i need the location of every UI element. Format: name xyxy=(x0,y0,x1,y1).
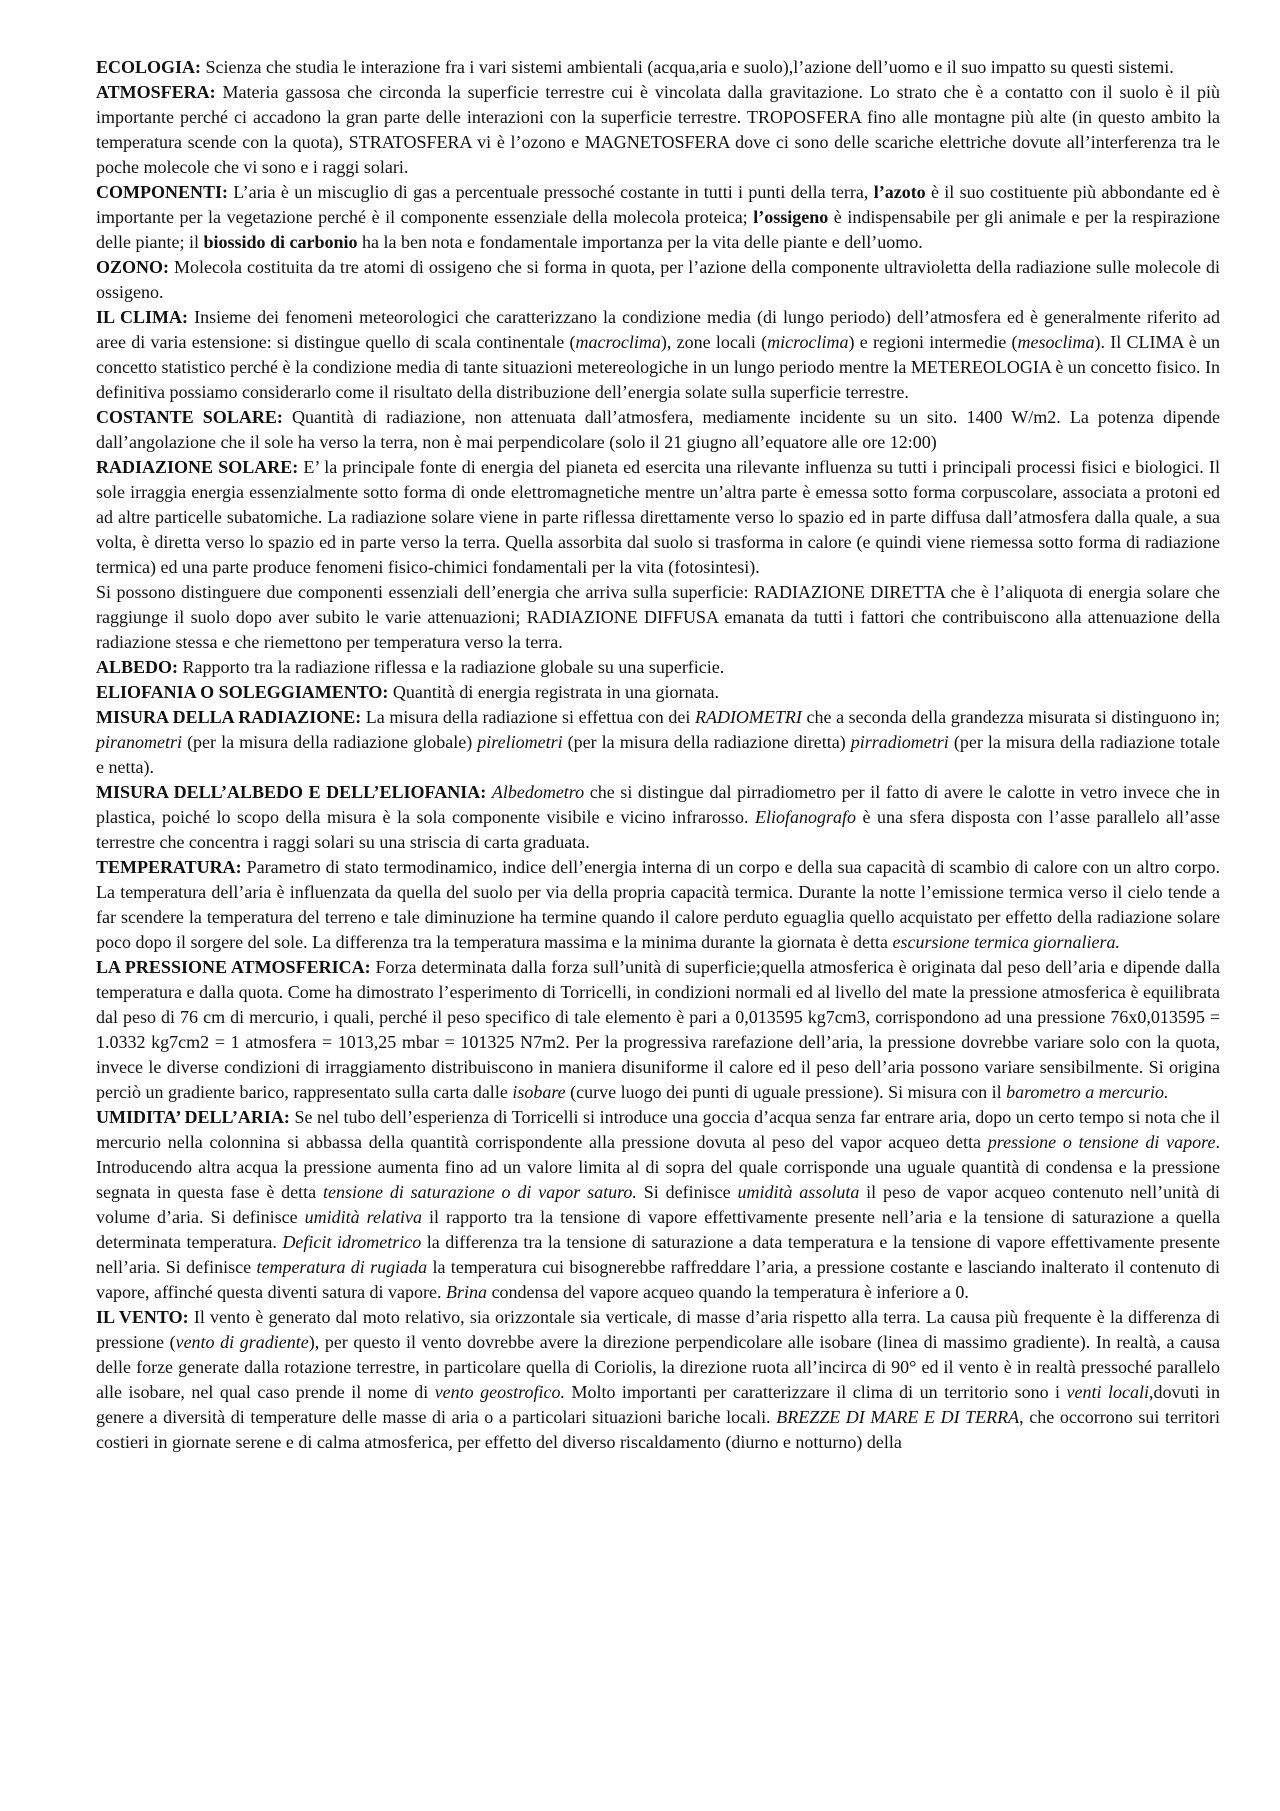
text-run: (per la misura della radiazione globale) xyxy=(182,732,478,752)
text-run: Il vento è generato dal moto relativo, sia orizzontale sia verticale, di masse d’aria rispetto alla terra. La causa più frequente è la differenza di pressione ( xyxy=(96,1307,1221,1352)
text-run: la temperatura cui bisognerebbe raffreddare l’aria, a pressione costante e lasciando inalterato il contenuto di vapore, affinché questa diventi satura di vapore. xyxy=(96,1257,1220,1302)
section-heading: RADIAZIONE SOLARE: xyxy=(96,457,299,477)
text-run: Si definisce xyxy=(636,1182,738,1202)
section-heading: COSTANTE SOLARE: xyxy=(96,407,283,427)
text-run: . Introducendo altra acqua la pressione aumenta fino ad un valore limita al di sopra del quale corrisponde una uguale quantità di condensa e la pressione segnata in questa fase è detta xyxy=(96,1132,1220,1202)
text-run: ,dovuti in genere a diversità di temperature delle masse di aria o a particolari situazioni bariche locali. xyxy=(96,1382,1220,1427)
section-heading: OZONO: xyxy=(96,257,170,277)
text-run: (per la misura della radiazione diretta) xyxy=(562,732,851,752)
section-heading: ELIOFANIA O SOLEGGIAMENTO: xyxy=(96,682,389,702)
paragraph xyxy=(96,80,1220,180)
italic-term: umidità assoluta xyxy=(737,1182,860,1202)
text-run: è il suo costituente più abbondante ed è importante per la vegetazione perché è il componente essenziale della molecola proteica; xyxy=(96,182,1220,227)
italic-term: microclima xyxy=(767,332,849,352)
text-run: Parametro di stato termodinamico, indice dell’energia interna di un corpo e della sua capacità di scambio di calore con un altro corpo. La temperatura dell’aria è influenzata da quella del suolo per via della propria capacità termica. Durante la notte l’emissione termica verso il cielo tende a far scendere la temperatura del terreno e tale diminuzione ha termine quando il calore perduto eguaglia quello acquistato per effetto della radiazione solare poco dopo il sorgere del sole. La differenza tra la temperatura massima e la minima durante la giornata è detta xyxy=(96,857,1220,952)
text-run: Scienza che studia le interazione fra i vari sistemi ambientali (acqua,aria e suolo),l’azione dell’uomo e il suo impatto su questi sistemi. xyxy=(201,57,1174,77)
section-heading: IL CLIMA: xyxy=(96,307,189,327)
italic-term: tensione di saturazione o di vapor saturo. xyxy=(323,1182,637,1202)
bold-term: biossido di carbonio xyxy=(203,232,358,252)
paragraph xyxy=(96,305,1220,405)
text-run: è indispensabile per gli animale e per la respirazione delle piante; il xyxy=(96,207,1220,252)
italic-term: venti locali xyxy=(1066,1382,1149,1402)
section-heading: ATMOSFERA: xyxy=(96,82,216,102)
italic-term: escursione termica giornaliera. xyxy=(892,932,1121,952)
text-run: Se nel tubo dell’esperienza di Torricelli si introduce una goccia d’acqua senza far entrare aria, dopo un certo tempo si nota che il mercurio nella colonnina si abbassa della quantità corrispondente alla pressione dovuta al peso del vapor acqueo detta xyxy=(96,1107,1220,1152)
text-run: Si possono distinguere due componenti essenziali dell’energia che arriva sulla superficie: RADIAZIONE DIRETTA che è l’aliquota di energia solare che raggiunge il suolo dopo aver subito le varie attenuazioni; RADIAZIONE DIFFUSA emanata da tutti i fattori che contribuiscono alla attenuazione della radiazione stessa e che riemettono per temperatura verso la terra. xyxy=(96,582,1220,652)
italic-term: Deficit idrometrico xyxy=(282,1232,422,1252)
italic-term: pirradiometri xyxy=(850,732,949,752)
italic-term: RADIOMETRI xyxy=(694,707,802,727)
section-heading: LA PRESSIONE ATMOSFERICA: xyxy=(96,957,371,977)
section-heading: UMIDITA’ DELL’ARIA: xyxy=(96,1107,290,1127)
paragraph xyxy=(96,180,1220,255)
text-run: Quantità di radiazione, non attenuata dall’atmosfera, mediamente incidente su un sito. 1400 W/m2. La potenza dipende dall’angolazione che il sole ha verso la terra, non è mai perpendicolare (solo il 21 giugno all’equatore alle ore 12:00) xyxy=(96,407,1220,452)
text-run: Molto importanti per caratterizzare il clima di un territorio sono i xyxy=(564,1382,1067,1402)
text-run: la differenza tra la tensione di saturazione a data temperatura e la tensione di vapore effettivamente presente nell’aria. Si definisce xyxy=(96,1232,1220,1277)
italic-term: Eliofanografo xyxy=(755,807,857,827)
text-run: L’aria è un miscuglio di gas a percentuale pressoché costante in tutti i punti della terra, xyxy=(228,182,874,202)
paragraph xyxy=(96,405,1220,455)
paragraph xyxy=(96,455,1220,580)
text-run: ha la ben nota e fondamentale importanza per la vita delle piante e dell’uomo. xyxy=(357,232,923,252)
italic-term: vento geostrofico. xyxy=(434,1382,565,1402)
italic-term: pireliometri xyxy=(477,732,563,752)
section-heading: ALBEDO: xyxy=(96,657,179,677)
text-run: Quantità di energia registrata in una giornata. xyxy=(388,682,719,702)
paragraph xyxy=(96,705,1220,780)
italic-term: isobare xyxy=(512,1082,566,1102)
text-run: La misura della radiazione si effettua con dei xyxy=(361,707,695,727)
italic-term: piranometri xyxy=(96,732,183,752)
text-run: , che occorrono sui territori costieri in giornate serene e di calma atmosferica, per effetto del diverso riscaldamento (diurno e notturno) della xyxy=(96,1407,1220,1452)
bold-term: l’azoto xyxy=(873,182,926,202)
text-run: Rapporto tra la radiazione riflessa e la radiazione globale su una superficie. xyxy=(178,657,725,677)
text-run: che a seconda della grandezza misurata si distinguono in; xyxy=(801,707,1221,727)
paragraph xyxy=(96,580,1220,655)
text-run: ). Il CLIMA è un concetto statistico perché è la condizione media di tante situazioni metereologiche in un lungo periodo mentre la METEREOLOGIA è un concetto fisico. In definitiva possiamo considerarlo come il risultato della distribuzione dell’energia solate sulla superficie terrestre. xyxy=(96,332,1221,402)
text-run: Insieme dei fenomeni meteorologici che caratterizzano la condizione media (di lungo periodo) dell’atmosfera ed è generalmente riferito ad aree di varia estensione: si distingue quello di scala continentale ( xyxy=(96,307,1221,352)
text-run: (curve luogo dei punti di uguale pressione). Si misura con il xyxy=(565,1082,1007,1102)
italic-term: barometro a mercurio. xyxy=(1006,1082,1169,1102)
text-run: il rapporto tra la tensione di vapore effettivamente presente nell’aria e la tensione di saturazione a quella determinata temperatura. xyxy=(96,1207,1220,1252)
text-run: che si distingue dal pirradiometro per il fatto di avere le calotte in vetro invece che in plastica, poiché lo scopo della misura è la sola componente visibile e vicino infrarosso. xyxy=(96,782,1221,827)
paragraph xyxy=(96,55,1220,80)
paragraph xyxy=(96,1305,1220,1455)
section-heading: MISURA DELL’ALBEDO E DELL’ELIOFANIA: xyxy=(96,782,487,802)
text-run: il peso de vapor acqueo contenuto nell’unità di volume d’aria. Si definisce xyxy=(96,1182,1221,1227)
text-run: (per la misura della radiazione totale e netta). xyxy=(96,732,1220,777)
italic-term: macroclima xyxy=(575,332,661,352)
section-heading: COMPONENTI: xyxy=(96,182,228,202)
italic-term: Brina xyxy=(446,1282,488,1302)
paragraph xyxy=(96,780,1220,855)
text-run: Molecola costituita da tre atomi di ossigeno che si forma in quota, per l’azione della componente ultravioletta della radiazione sulle molecole di ossigeno. xyxy=(96,257,1220,302)
italic-term: Albedometro xyxy=(491,782,585,802)
text-run: ), zone locali ( xyxy=(660,332,768,352)
italic-term: temperatura di rugiada xyxy=(256,1257,428,1277)
paragraph xyxy=(96,955,1220,1105)
text-run: condensa del vapore acqueo quando la temperatura è inferiore a 0. xyxy=(487,1282,969,1302)
italic-term: mesoclima xyxy=(1017,332,1095,352)
paragraph xyxy=(96,680,1220,705)
bold-term: l’ossigeno xyxy=(753,207,829,227)
section-heading: TEMPERATURA: xyxy=(96,857,242,877)
text-run: è una sfera disposta con l’asse parallelo all’asse terrestre che concentra i raggi solari su una striscia di carta graduata. xyxy=(96,807,1220,852)
section-heading: ECOLOGIA: xyxy=(96,57,202,77)
paragraph xyxy=(96,655,1220,680)
paragraph xyxy=(96,855,1220,955)
section-heading: IL VENTO: xyxy=(96,1307,189,1327)
paragraph xyxy=(96,1105,1220,1305)
text-run: ) e regioni intermedie ( xyxy=(848,332,1018,352)
italic-term: umidità relativa xyxy=(304,1207,422,1227)
section-heading: MISURA DELLA RADIAZIONE: xyxy=(96,707,362,727)
italic-term: vento di gradiente xyxy=(175,1332,309,1352)
text-run: E’ la principale fonte di energia del pianeta ed esercita una rilevante influenza su tutti i principali processi fisici e biologici. Il sole irraggia energia essenzialmente sotto forma di onde elettromagnetiche mentre un’altra parte è emessa sotto forma corpuscolare, associata a protoni ed ad altre particelle subatomiche. La radiazione solare viene in parte riflessa direttamente verso lo spazio ed in parte diffusa dall’atmosfera dalla quale, a sua volta, è diretta verso lo spazio ed in parte verso la terra. Quella assorbita dal suolo si trasforma in calore (e quindi viene riemessa sotto forma di radiazione termica) ed una parte produce fenomeni fisico-chimici fondamentali per la vita (fotosintesi). xyxy=(96,457,1220,577)
italic-term: BREZZE DI MARE E DI TERRA xyxy=(776,1407,1020,1427)
text-run: Forza determinata dalla forza sull’unità di superficie;quella atmosferica è originata dal peso dell’aria e dipende dalla temperatura e dalla quota. Come ha dimostrato l’esperimento di Torricelli, in condizioni normali ed al livello del mate la pressione atmosferica è equilibrata dal peso di 76 cm di mercurio, i quali, perché il peso specifico di tale elemento è pari a 0,013595 kg7cm3, corrispondono ad una pressione 76x0,013595 = 1.0332 kg7cm2 = 1 atmosfera = 1013,25 mbar = 101325 N7m2. Per la progressiva rarefazione dell’aria, la pressione dovrebbe variare solo con la quota, invece le diverse condizioni di irraggiamento distribuiscono in maniera disuniforme il calore ed il peso dell’aria possono variare sensibilmente. Si origina perciò un gradiente barico, rappresentato sulla carta dalle xyxy=(96,957,1221,1102)
text-run: ), per questo il vento dovrebbe avere la direzione perpendicolare alle isobare (linea di massimo gradiente). In realtà, a causa delle forze generate dalla rotazione terrestre, in particolare quella di Coriolis, la direzione ruota all’incirca di 90° ed il vento è in realtà pressoché parallelo alle isobare, nel qual caso prende il nome di xyxy=(96,1332,1221,1402)
paragraph xyxy=(96,255,1220,305)
italic-term: pressione o tensione di vapore xyxy=(987,1132,1216,1152)
text-run: Materia gassosa che circonda la superficie terrestre cui è vincolata dalla gravitazione. Lo strato che è a contatto con il suolo è il più importante perché ci accadono la gran parte delle interazioni con la superficie terrestre. TROPOSFERA fino alle montagne più alte (in questo ambito la temperatura scende con la quota), STRATOSFERA vi è l’ozono e MAGNETOSFERA dove ci sono delle scariche elettriche dovute all’interferenza tra le poche molecole che vi sono e i raggi solari. xyxy=(96,82,1220,177)
